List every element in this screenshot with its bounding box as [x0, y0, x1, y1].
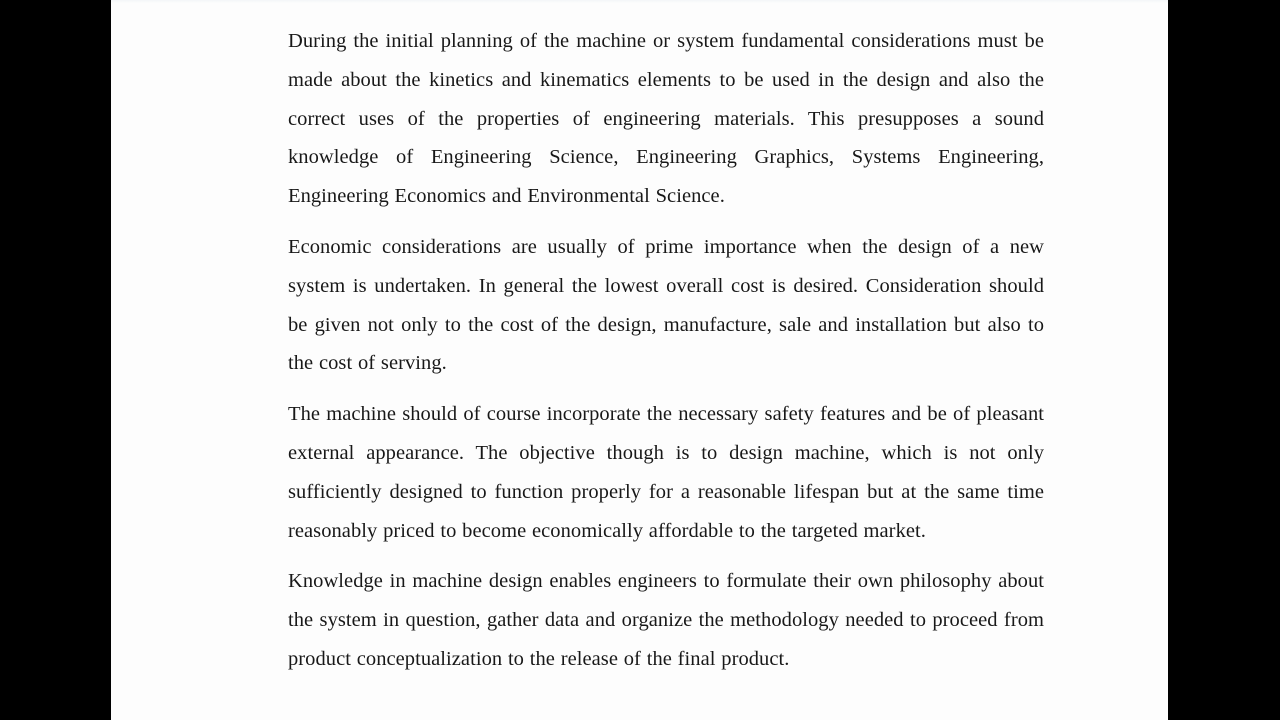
- letterbox-left: [0, 0, 111, 720]
- paragraph-1: During the initial planning of the machine or system fundamental considerations must be made about the kinetics and kinematics elements to be used in the design and also the correct uses of the properties of engineering materials. This presupposes a sound knowledge of Engineering Science, Engineering Graphics, Systems Engineering, Engineering Economics and Environmental Science.: [288, 30, 1044, 208]
- document-text-column: [288, 0, 1044, 679]
- paragraph-2: Economic considerations are usually of prime importance when the design of a new system is undertaken. In general the lowest overall cost is desired. Consideration should be given not only to the cost of the design, manufacture, sale and installation but also to the cost of serving.: [288, 235, 1044, 375]
- paragraph-3: The machine should of course incorporate the necessary safety features and be of pleasant external appearance. The objective though is to design machine, which is not only sufficiently designed to function properly for a reasonable lifespan but at the same time reasonably priced to become economically affordable to the targeted market.: [288, 403, 1044, 542]
- paragraph-4: Knowledge in machine design enables engineers to formulate their own philosophy about the system in question, gather data and organize the methodology needed to proceed from product conceptualization to the release of the final product.: [288, 570, 1044, 670]
- letterbox-right: [1168, 0, 1280, 720]
- document-page[interactable]: [111, 0, 1168, 720]
